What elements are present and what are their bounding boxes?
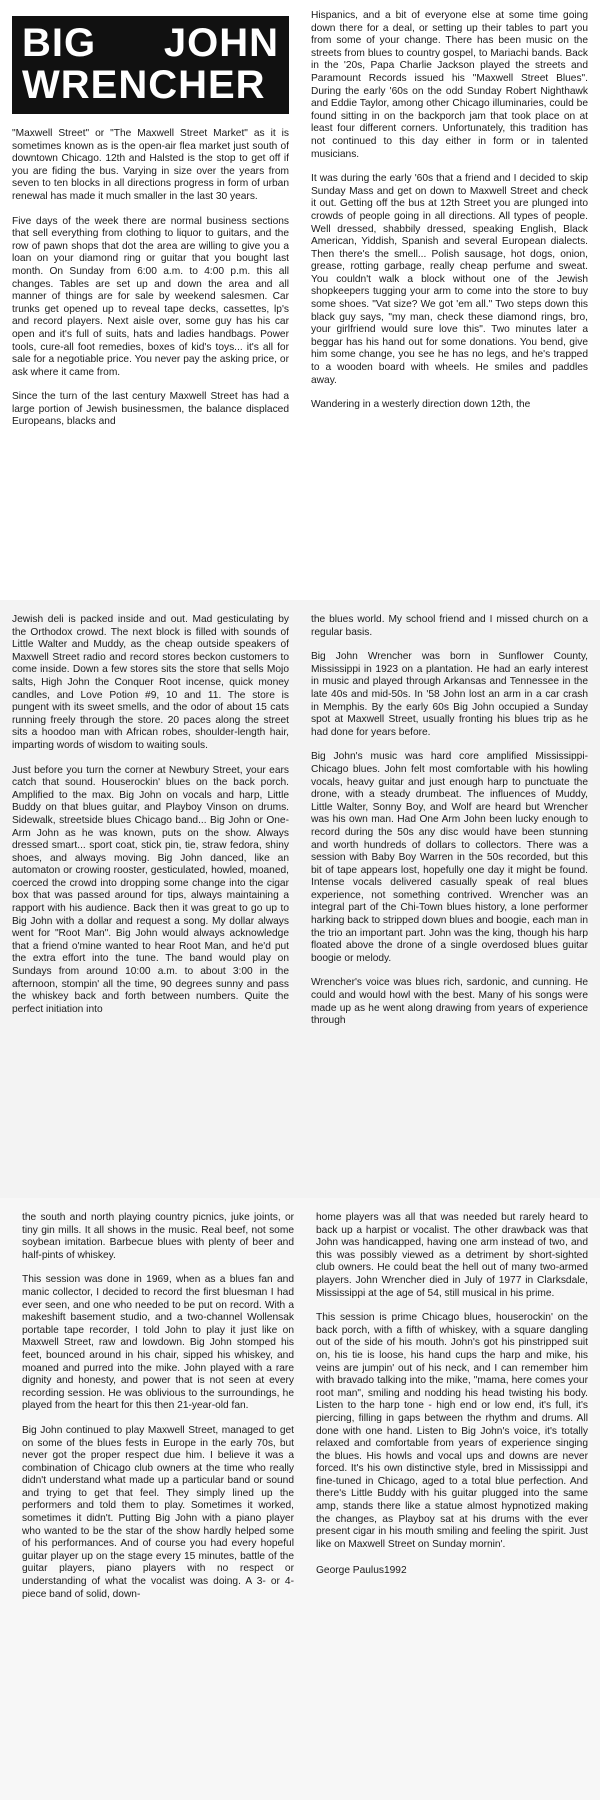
title-word-john: JOHN (163, 21, 279, 65)
title-line-1 (22, 22, 279, 64)
paragraph: Since the turn of the last century Maxwell Street has had a large portion of Jewish businessmen, the balance displaced Europeans, blacks and (12, 391, 289, 428)
paragraph: Five days of the week there are normal business sections that sell everything from clothing to liquor to guitars, and the row of pawn shops that dot the area are willing to give you a loan on your diamond ring or guitar that you bought last month. On Sunday from 6:00 a.m. to 4:00 p.m. this all changes. Tables are set up and down the area and all manner of things are for sale by weekend salesmen. Car trunks get opened up to reveal tape decks, cassettes, lp's and record players. Next aisle over, some guy has his car open and it's full of suits, hats and ladies handbags. Power tools, cure-all foot remedies, boxes of kid's toys... it's all for sale for a negotiable price. You never pay the asking price, or ask where it came from. (12, 215, 289, 378)
paragraph: Wandering in a westerly direction down 12th, the (311, 399, 531, 411)
paragraph: Big John continued to play Maxwell Street, managed to get on some of the blues fests in Europe in the early 70s, but never got the proper respect due him. I believe it was a combination of Chicago club owners at the time who really didn't understand what made up a particular band or sound and trying to get that feel. They simply lined up the performers and told them to play. Sometimes it worked, sometimes it didn't. Putting Big John with a piano player who wanted to be the star of the show hardly helped some of his performances. And of course you had every hopeful guitar player up on the stage every 15 minutes, battle of the guitar players, piano players with no respect or understanding of what the vocalist was doing. A 3- or 4-piece band of solid, down- (22, 1424, 294, 1600)
paragraph: "Maxwell Street" or "The Maxwell Street Market" as it is sometimes known as is the open-air flea market just south of downtown Chicago. 12th and Halsted is the stop to get off if you are fiding the bus. Varying in size over the years from seven to ten blocks in all directions progress in form of urban renewal has made it much smaller in the last 30 years. (12, 128, 289, 202)
title-block (12, 16, 289, 114)
panel-3-left-column (22, 1208, 294, 1800)
paragraph: home players was all that was needed but rarely heard to back up a harpist or vocalist. The other drawback was that John was handicapped, having one arm instead of two, and this was possibly viewed as a detriment by short-sighted club owners. He could beat the hell out of many two-armed players. John Wrencher died in July of 1977 in Clarksdale, Mississippi at the age of 54, still musical in his prime. (316, 1212, 588, 1299)
panel-2-left-column (12, 610, 289, 1198)
panel-2 (0, 600, 600, 1198)
title-word-wrencher: WRENCHER (22, 63, 266, 107)
author-credit: George Paulus1992 (316, 1565, 407, 1577)
title-word-big: BIG (22, 21, 97, 65)
paragraph: This session is prime Chicago blues, houserockin' on the back porch, with a fifth of whiskey, with a square dangling out of the side of his mouth. John's got his pinstripped suit on, his tie is loose, his hand cups the harp and mike, his veins are jumpin' out of his neck, and I can remember him with bravado talking into the mike, "mama, here comes your root man", smiling and nodding his head twisting his body. Listen to the harp tone - high end or low end, it's full, it's piercing, filling in gaps between the rhythm and drums. All done with one hand. Listen to Big John's voice, it's totally relaxed and comfortable from years of experience singing the blues. His howls and vocal ups and downs are never forced. It's his own distinctive style, bred in Mississippi and fine-tuned in Chicago, aged to a total blue perfection. And there's Little Buddy with his guitar plugged into the same amp, stands there like a statue almost hypnotized making the changes, as Playboy sat at his drums with the ever present cigar in his mouth smiling and feeling the spirit. Just like on Maxwell Street on Sunday mornin'. (316, 1312, 588, 1550)
paragraph: the blues world. My school friend and I missed church on a regular basis. (311, 614, 588, 638)
panel-2-right-column (311, 610, 588, 1198)
panel-1 (0, 0, 600, 600)
panel-1-left-column (12, 10, 289, 600)
paragraph: Hispanics, and a bit of everyone else at some time going down there for a deal, or setting up their tables to part you from some of your change. There has been music on the streets from blues to country gospel, to Mariachi bands. Back in the '20s, Papa Charlie Jackson played the streets and Paramount Records issued his "Maxwell Street Blues". During the early '60s on the odd Sunday Robert Nighthawk and Eddie Taylor, among other Chicago illuminaries, could be found sitting in on the backporch jam that took place on at least four different corners. Unfortunately, this tradition has not continued to this day either in form or in talented musicians. (311, 10, 588, 160)
paragraph: It was during the early '60s that a friend and I decided to skip Sunday Mass and get on down to Maxwell Street and check it out. Getting off the bus at 12th Street you are plunged into crowds of people going in all directions. All types of people. Well dressed, shabbily dressed, speaking English, Black American, Yiddish, Spanish and several European dialects. Then there's the smell... Polish sausage, hot dogs, onion, grease, rotting garbage, really cheap perfume and sweat. You couldn't walk a block without one of the Jewish shopkeepers tugging your arm to come into the store to buy some shoes. "Vat size? We got 'em all." Two steps down this black guy says, "my man, check these diamond rings, bro, your girlfriend would sure love this". Two minutes later a beggar has his hand out for some donations. You bend, give him some change, you see he has no legs, and he's trapped to a wooden board with wheels. He smiles and paddles away. (311, 173, 588, 386)
panel-3-right-column (316, 1208, 588, 1800)
paragraph: Wrencher's voice was blues rich, sardonic, and cunning. He could and would howl with the best. Many of his songs were made up as he went along drawing from years of experience through (311, 977, 588, 1027)
paragraph: the south and north playing country picnics, juke joints, or tiny gin mills. It all shows in the music. Real beef, not some soybean imitation. Barbecue blues with plenty of beer and half-pints of whiskey. (22, 1212, 294, 1261)
paragraph: Just before you turn the corner at Newbury Street, your ears catch that sound. Houserockin' blues on the back porch. Amplified to the max. Big John on vocals and harp, Little Buddy on that blues guitar, and Playboy Vinson on drums. Sidewalk, streetside blues Chicago band... Big John or One-Arm John as he was known, puts on the show. Always dressed smart... sport coat, stick pin, tie, straw fedora, shiny shoes, and always moving. Big John danced, like an automaton or crowing rooster, gesticulated, howled, moaned, coerced the crowd into dropping some change into the cigar box that was passed around for tips, always maintaining a rapport with his audience. Back then it was great to go up to Big John with a dollar and request a song. My dollar always went for "Root Man". Big John would always acknowledge that a friend o'mine wanted to hear Root Man, and he'd put the extra effort into the tune. The band would play on Sundays from around 10:00 a.m. to about 3:00 in the afternoon, stompin' all the time, 90 degrees sunny and pass the whiskey back and forth between numbers. Quite the perfect initiation into (12, 764, 289, 1015)
panel-1-right-column (311, 10, 588, 600)
title-line-2 (22, 64, 279, 106)
paragraph: Jewish deli is packed inside and out. Mad gesticulating by the Orthodox crowd. The next block is filled with sounds of Little Walter and Muddy, as the cheap outside speakers of Maxwell Street radio and record stores beckon customers to come inside. Down a few stores sits the store that sells Mojo salts, High John the Conquer Root incense, quick money candles, and Love Potion #9, 10 and 11. The store is pungent with its sweet smells, and the odor of about 15 cats running freely through the store. 20 paces along the street sits a hoodoo man with African robes, shoulder-length hair, imparting words of wisdom to waiting souls. (12, 614, 289, 751)
panel-3 (0, 1198, 600, 1800)
paragraph: Big John's music was hard core amplified Mississippi-Chicago blues. John felt most comfortable with his howling vocals, heavy guitar and just enough harp to punctuate the drone, with a steady drumbeat. The influences of Muddy, Little Walter, Sonny Boy, and Wolf are heard but Wrencher was his own man. Had One Arm John been lucky enough to record during the 50s any disc would have been stunning and worth hundreds of dollars to collectors. There was a session with Baby Boy Warren in the 50s recorded, but this bit of tape appears lost, hopefully one day it might be found. Intense vocals delivered casually speak of real blues experience, not something contrived. Wrencher was an integral part of the Chi-Town blues history, a lone performer harking back to stripped down blues and boogie, each man in the trio an important part. John was the king, though his harp floated above the drone of a single overdosed blues guitar boogie or melody. (311, 751, 588, 964)
paragraph: Big John Wrencher was born in Sunflower County, Mississippi in 1923 on a plantation. He had an early interest in music and played through Arkansas and Tennessee in the late 40s and mid-50s. In '58 John lost an arm in a car crash in Memphis. By the early 60s Big John occupied a Sunday spot at Maxwell Street, usually fronting his blues trip as he had done for years before. (311, 651, 588, 738)
paragraph: This session was done in 1969, when as a blues fan and manic collector, I decided to record the first bluesman I had ever seen, and one who needed to be put on record. With a makeshift basement studio, and a two-channel Wollensak portable tape recorder, I told John to play it just like on Maxwell Street, raw and lowdown. Big John stomped his feet, bounced around in his chair, sipped his whiskey, and moaned and purred into the mike. John played with a rare dignity and honesty, and power that is not seen at every recording session. He was oblivious to the surroundings, he played from the heart for this then 21-year-old fan. (22, 1274, 294, 1412)
